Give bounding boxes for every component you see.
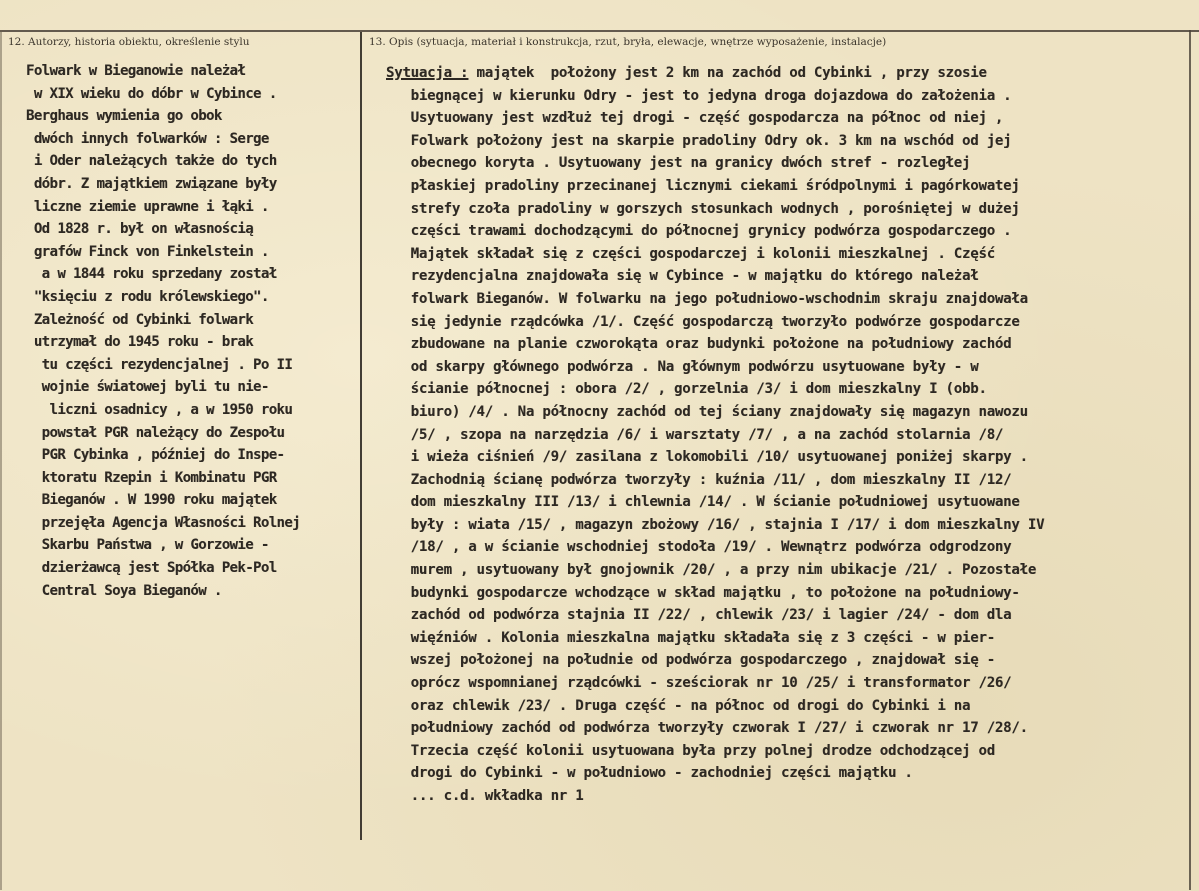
text-line: utrzymał do 1945 roku - brak xyxy=(26,334,254,351)
text-line: murem , usytuowany był gnojownik /20/ , a przy nim ubikacje /21/ . Pozostałe xyxy=(386,562,1037,579)
text-line: "księciu z rodu królewskiego". xyxy=(26,288,269,305)
description-text xyxy=(386,62,1192,808)
heading-description: 13. Opis (sytuacja, materiał i konstrukcja, rzut, bryła, elewacje, wnętrze wyposażenie, instalacje) xyxy=(369,36,887,48)
text-line: tu części rezydencjalnej . Po II xyxy=(26,356,293,373)
text-line: i Oder należących także do tych xyxy=(26,153,277,170)
heading-history: 12. Autorzy, historia obiektu, określenie stylu xyxy=(8,36,250,48)
text-line: folwark Bieganów. W folwarku na jego południowo-wschodnim skraju znajdowała xyxy=(386,290,1028,307)
text-line: ... c.d. wkładka nr 1 xyxy=(386,788,584,804)
history-text xyxy=(26,60,360,602)
text-line: liczni osadnicy , a w 1950 roku xyxy=(26,401,293,418)
text-line: Skarbu Państwa , w Gorzowie - xyxy=(26,537,269,554)
text-line: /5/ , szopa na narzędzia /6/ i warsztaty /7/ , a na zachód stolarnia /8/ xyxy=(386,426,1004,443)
column-divider xyxy=(360,32,362,840)
text-line: grafów Finck von Finkelstein . xyxy=(26,243,269,260)
text-line: płaskiej pradoliny przecinanej licznymi ciekami śródpolnymi i pagórkowatej xyxy=(386,177,1020,194)
text-line: rezydencjalna znajdowała się w Cybince - w majątku do którego należał xyxy=(386,268,979,285)
text-line: Trzecia część kolonii usytuowana była przy polnej drodze odchodzącej od xyxy=(386,742,995,759)
text-line: dzierżawcą jest Spółka Pek-Pol xyxy=(26,560,277,577)
text-line: były : wiata /15/ , magazyn zbożowy /16/ , stajnia I /17/ i dom mieszkalny IV xyxy=(386,516,1045,533)
text-line: Folwark położony jest na skarpie pradoliny Odry ok. 3 km na wschód od jej xyxy=(386,132,1012,149)
text-line: ktoratu Rzepin i Kombinatu PGR xyxy=(26,469,277,486)
text-line: strefy czoła pradoliny w gorszych stosunkach wodnych , porośniętej w dużej xyxy=(386,200,1020,217)
text-line: biuro) /4/ . Na północny zachód od tej ściany znajdowały się magazyn nawozu xyxy=(386,403,1028,420)
text-line: Od 1828 r. był on własnością xyxy=(26,221,254,238)
text-line: Majątek składał się z części gospodarczej i kolonii mieszkalnej . Część xyxy=(386,245,995,262)
text-line: w XIX wieku do dóbr w Cybince . xyxy=(26,85,277,102)
text-line: Central Soya Bieganów . xyxy=(26,582,222,599)
text-line: dwóch innych folwarków : Serge xyxy=(26,130,269,147)
text-line: a w 1844 roku sprzedany został xyxy=(26,266,277,283)
text-line: i wieża ciśnień /9/ zasilana z lokomobili /10/ usytuowanej poniżej skarpy . xyxy=(386,449,1028,466)
text-line: części trawami dochodzącymi do północnej grynicy podwórza gospodarczego . xyxy=(386,223,1012,240)
text-line: oprócz wspomnianej rządcówki - sześciorak nr 10 /25/ i transformator /26/ xyxy=(386,675,1012,692)
text-line: Zależność od Cybinki folwark xyxy=(26,311,254,328)
text-line: Folwark w Bieganowie należał xyxy=(26,63,246,79)
situation-label: Sytuacja : xyxy=(386,65,469,81)
text-line: budynki gospodarcze wchodzące w skład majątku , to położone na południowy- xyxy=(386,584,1020,601)
text-line: się jedynie rządcówka /1/. Część gospodarczą tworzyło podwórze gospodarcze xyxy=(386,313,1020,330)
text-line xyxy=(386,62,1192,85)
text-line: zachód od podwórza stajnia II /22/ , chlewik /23/ i lagier /24/ - dom dla xyxy=(386,607,1012,624)
situation-text: majątek położony jest 2 km na zachód od Cybinki , przy szosie xyxy=(468,65,987,81)
text-line: drogi do Cybinki - w południowo - zachodniej części majątku . xyxy=(386,765,913,782)
text-line: od skarpy głównego podwórza . Na głównym podwórzu usytuowane były - w xyxy=(386,358,979,375)
text-line: zbudowane na planie czworokąta oraz budynki położone na południowy zachód xyxy=(386,336,1012,353)
text-line: przejęła Agencja Własności Rolnej xyxy=(26,514,301,531)
text-line: /18/ , a w ścianie wschodniej stodoła /19/ . Wewnątrz podwórza odgrodzony xyxy=(386,539,1012,556)
top-rule xyxy=(0,30,1199,32)
text-line: PGR Cybinka , później do Inspe- xyxy=(26,447,285,464)
text-line: Usytuowany jest wzdłuż tej drogi - część gospodarcza na północ od niej , xyxy=(386,110,1004,127)
text-line: biegnącej w kierunku Odry - jest to jedyna droga dojazdowa do założenia . xyxy=(386,87,1012,104)
text-line: Zachodnią ścianę podwórza tworzyły : kuźnia /11/ , dom mieszkalny II /12/ xyxy=(386,471,1012,488)
text-line: wojnie światowej byli tu nie- xyxy=(26,379,269,396)
left-border xyxy=(0,30,2,890)
text-line: obecnego koryta . Usytuowany jest na granicy dwóch stref - rozległej xyxy=(386,155,971,172)
text-line: więźniów . Kolonia mieszkalna majątku składała się z 3 części - w pier- xyxy=(386,629,995,646)
text-line: Bieganów . W 1990 roku majątek xyxy=(26,492,277,509)
text-line: liczne ziemie uprawne i łąki . xyxy=(26,198,269,215)
text-line: południowy zachód od podwórza tworzyły czworak I /27/ i czworak nr 17 /28/. xyxy=(386,720,1028,737)
text-line: ścianie północnej : obora /2/ , gorzelnia /3/ i dom mieszkalny I (obb. xyxy=(386,381,987,398)
text-line: oraz chlewik /23/ . Druga część - na północ od drogi do Cybinki i na xyxy=(386,697,971,714)
text-line: dóbr. Z majątkiem związane były xyxy=(26,175,277,192)
text-line: Berghaus wymienia go obok xyxy=(26,108,222,125)
text-line: wszej położonej na południe od podwórza gospodarczego , znajdował się - xyxy=(386,652,995,669)
text-line: dom mieszkalny III /13/ i chlewnia /14/ . W ścianie południowej usytuowane xyxy=(386,494,1020,511)
text-line: powstał PGR należący do Zespołu xyxy=(26,424,285,441)
